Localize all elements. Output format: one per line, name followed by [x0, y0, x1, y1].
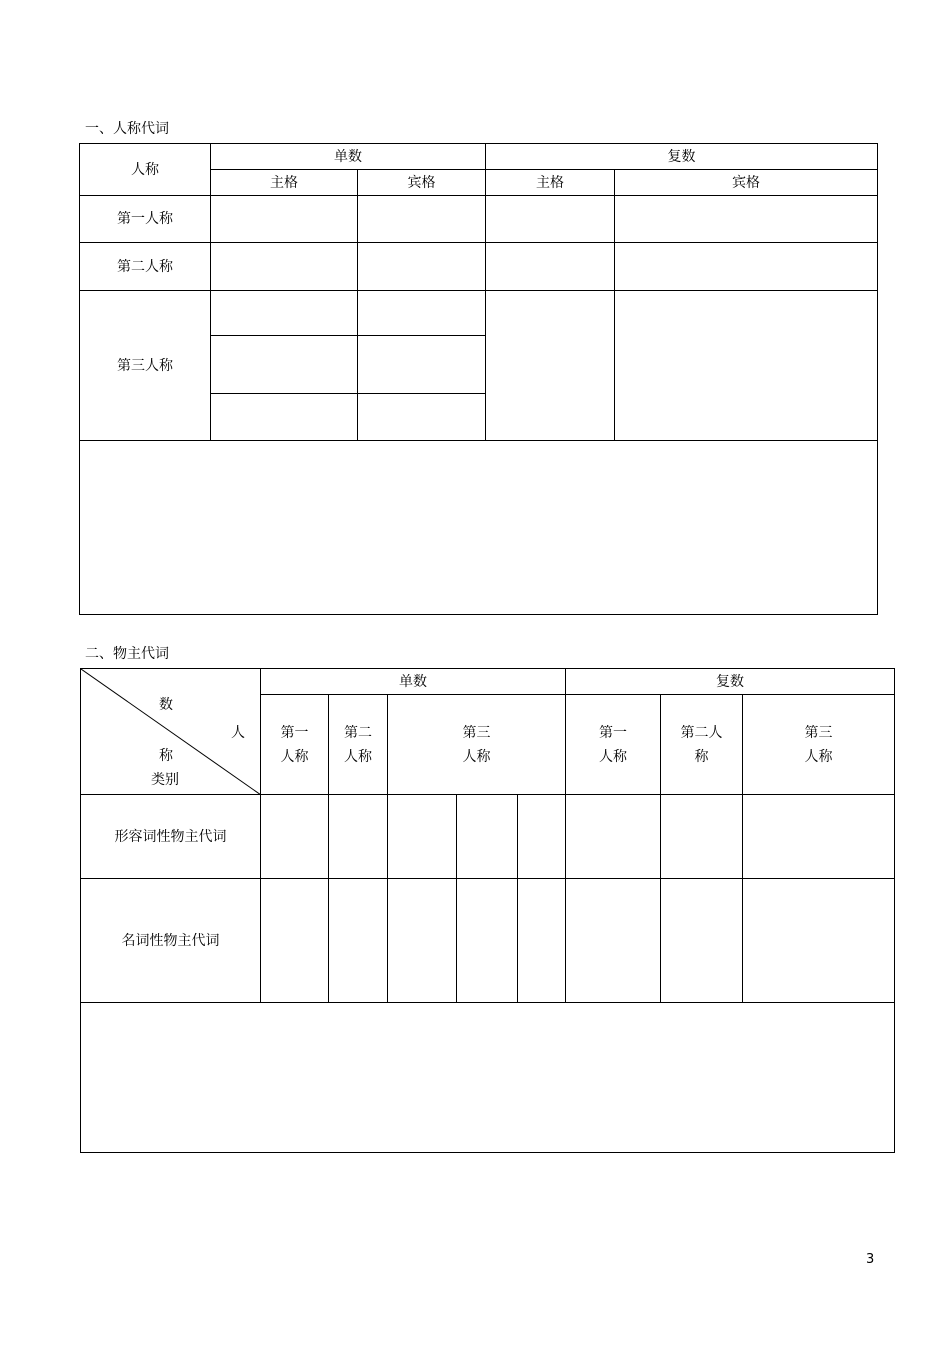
answer-cell[interactable] — [211, 336, 358, 394]
answer-cell[interactable] — [615, 291, 878, 441]
notes-area[interactable] — [81, 1003, 895, 1153]
header-diagonal-cell — [81, 669, 261, 795]
header-singular-third-person: 第三 人称 — [388, 695, 566, 795]
answer-cell[interactable] — [358, 243, 486, 291]
header-plural-first-person: 第一 人称 — [566, 695, 661, 795]
answer-cell[interactable] — [743, 879, 895, 1003]
answer-cell[interactable] — [388, 795, 457, 879]
row-label-noun-possessive: 名词性物主代词 — [81, 879, 261, 1003]
answer-cell[interactable] — [211, 243, 358, 291]
section2-title: 二、物主代词 — [85, 646, 169, 662]
header-singular-object: 宾格 — [358, 170, 486, 196]
answer-cell[interactable] — [518, 795, 566, 879]
header-plural-object: 宾格 — [615, 170, 878, 196]
header-person: 人称 — [80, 144, 211, 196]
header-singular: 单数 — [261, 669, 566, 695]
answer-cell[interactable] — [211, 291, 358, 336]
answer-cell[interactable] — [358, 336, 486, 394]
answer-cell[interactable] — [261, 795, 329, 879]
answer-cell[interactable] — [388, 879, 457, 1003]
answer-cell[interactable] — [329, 879, 388, 1003]
row-label-adjective-possessive: 形容词性物主代词 — [81, 795, 261, 879]
header-singular-subject: 主格 — [211, 170, 358, 196]
possessive-pronoun-table — [80, 668, 895, 1153]
corner-label-category: 类别 — [151, 772, 179, 788]
answer-cell[interactable] — [743, 795, 895, 879]
answer-cell[interactable] — [358, 291, 486, 336]
header-plural-third-person: 第三 人称 — [743, 695, 895, 795]
answer-cell[interactable] — [329, 795, 388, 879]
header-plural: 复数 — [486, 144, 878, 170]
header-singular: 单数 — [211, 144, 486, 170]
answer-cell[interactable] — [615, 196, 878, 243]
personal-pronoun-table — [79, 143, 878, 615]
answer-cell[interactable] — [486, 291, 615, 441]
answer-cell[interactable] — [457, 795, 518, 879]
row-label-first-person: 第一人称 — [80, 196, 211, 243]
answer-cell[interactable] — [261, 879, 329, 1003]
corner-label-shu: 数 — [159, 697, 173, 713]
answer-cell[interactable] — [661, 795, 743, 879]
answer-cell[interactable] — [566, 795, 661, 879]
answer-cell[interactable] — [615, 243, 878, 291]
row-label-second-person: 第二人称 — [80, 243, 211, 291]
page-number: 3 — [866, 1252, 875, 1267]
header-plural: 复数 — [566, 669, 895, 695]
answer-cell[interactable] — [211, 196, 358, 243]
answer-cell[interactable] — [211, 394, 358, 441]
answer-cell[interactable] — [457, 879, 518, 1003]
section1-title: 一、人称代词 — [85, 121, 169, 137]
header-singular-first-person: 第一 人称 — [261, 695, 329, 795]
corner-label-ren: 人 — [231, 725, 245, 741]
answer-cell[interactable] — [358, 196, 486, 243]
notes-area[interactable] — [80, 441, 878, 615]
answer-cell[interactable] — [661, 879, 743, 1003]
header-plural-second-person: 第二人 称 — [661, 695, 743, 795]
answer-cell[interactable] — [358, 394, 486, 441]
answer-cell[interactable] — [518, 879, 566, 1003]
header-plural-subject: 主格 — [486, 170, 615, 196]
header-singular-second-person: 第二 人称 — [329, 695, 388, 795]
answer-cell[interactable] — [566, 879, 661, 1003]
answer-cell[interactable] — [486, 196, 615, 243]
row-label-third-person: 第三人称 — [80, 291, 211, 441]
answer-cell[interactable] — [486, 243, 615, 291]
corner-label-cheng: 称 — [159, 748, 173, 764]
